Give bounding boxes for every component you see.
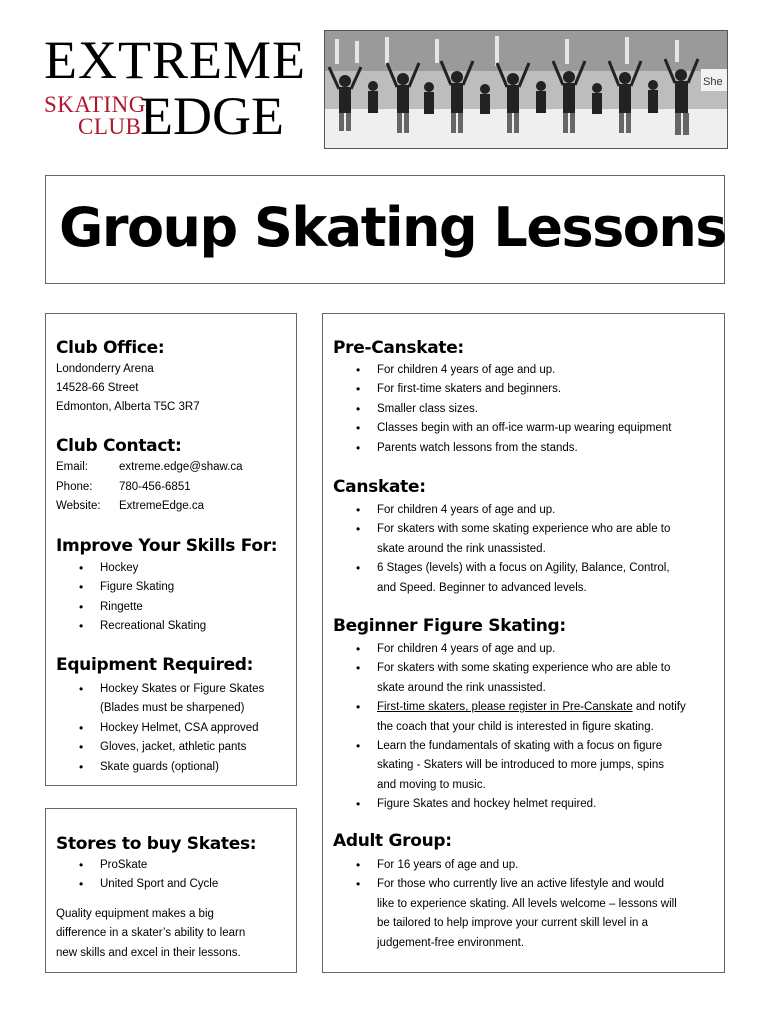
list-item: • Skate guards (optional) [100, 758, 264, 777]
club-contact-heading: Club Contact: [56, 436, 182, 456]
list-item-text: be tailored to help improve your current skill level in a [377, 917, 649, 930]
list-item [377, 559, 670, 598]
list-item-text: skating - Skaters will be introduced to more jumps, spins [377, 759, 664, 772]
precanskate-register-link[interactable]: First-time skaters, please register in Pre-Canskate [377, 701, 633, 714]
list-item: • For children 4 years of age and up. [377, 501, 670, 520]
list-item [377, 737, 686, 795]
precanskate-list [377, 361, 671, 458]
programs-box [322, 313, 725, 973]
list-item: • Recreational Skating [100, 617, 206, 636]
page-title: Group Skating Lessons [59, 196, 726, 259]
contact-label: Website: [56, 500, 101, 512]
canskate-heading: Canskate: [333, 477, 426, 497]
stores-box [45, 808, 297, 973]
list-item: • Classes begin with an off-ice warm-up wearing equipment [377, 419, 671, 438]
list-item: • For children 4 years of age and up. [377, 361, 671, 380]
list-item: • United Sport and Cycle [100, 875, 218, 894]
improve-heading: Improve Your Skills For: [56, 536, 278, 556]
list-item-text: skate around the rink unassisted. [377, 681, 546, 694]
stores-note [56, 905, 245, 963]
list-item: • Gloves, jacket, athletic pants [100, 738, 264, 757]
office-line: Londonderry Arena [56, 363, 154, 375]
skaters-photo-illustration [325, 31, 727, 148]
precanskate-heading: Pre-Canskate: [333, 338, 464, 358]
contact-label: Email: [56, 461, 88, 473]
office-line: 14528-66 Street [56, 382, 139, 394]
list-item: • For children 4 years of age and up. [377, 640, 686, 659]
title-box [45, 175, 725, 284]
contact-email[interactable]: extreme.edge@shaw.ca [119, 461, 243, 473]
beginner-heading: Beginner Figure Skating: [333, 616, 566, 636]
stores-note-line: Quality equipment makes a big [56, 908, 214, 920]
list-item-text: judgement-free environment. [377, 936, 525, 949]
contact-label: Phone: [56, 481, 93, 493]
photo-sign-text: She [703, 76, 723, 88]
list-item [377, 659, 686, 698]
equipment-heading: Equipment Required: [56, 655, 254, 675]
list-item: • For 16 years of age and up. [377, 856, 677, 875]
list-item: • Figure Skating [100, 578, 206, 597]
list-item [100, 680, 264, 719]
list-item: • Ringette [100, 598, 206, 617]
list-item: • ProSkate [100, 856, 218, 875]
stores-list [100, 856, 218, 895]
list-item-text: and moving to music. [377, 778, 486, 791]
list-item: • Smaller class sizes. [377, 400, 671, 419]
list-item-text: (Blades must be sharpened) [100, 702, 245, 715]
list-item: • Figure Skates and hockey helmet required. [377, 795, 686, 814]
list-item: • Hockey [100, 559, 206, 578]
logo-club: CLUB [78, 114, 142, 139]
club-info-box [45, 313, 297, 786]
logo-edge: EDGE [140, 86, 284, 146]
improve-list [100, 559, 206, 637]
list-item-text: For those who currently live an active lifestyle and would [377, 878, 665, 891]
canskate-list [377, 501, 670, 598]
club-office-heading: Club Office: [56, 338, 165, 358]
list-item: • Hockey Helmet, CSA approved [100, 719, 264, 738]
list-item-text: For skaters with some skating experience who are able to [377, 662, 671, 675]
list-item: • Parents watch lessons from the stands. [377, 439, 671, 458]
adult-heading: Adult Group: [333, 831, 452, 851]
contact-phone-row [56, 478, 191, 497]
list-item-text: the coach that your child is interested in figure skating. [377, 720, 654, 733]
list-item-text: skate around the rink unassisted. [377, 542, 546, 555]
stores-note-line: difference in a skater’s ability to learn [56, 927, 246, 940]
office-line: Edmonton, Alberta T5C 3R7 [56, 401, 200, 413]
list-item-text: 6 Stages (levels) with a focus on Agility, Balance, Control, [377, 562, 670, 575]
contact-phone: 780-456-6851 [119, 481, 191, 493]
club-logo [44, 30, 306, 146]
list-item: • For first-time skaters and beginners. [377, 380, 671, 399]
stores-heading: Stores to buy Skates: [56, 834, 257, 854]
list-item-text: Hockey Skates or Figure Skates [100, 683, 265, 695]
skaters-photo [324, 30, 728, 149]
list-item [377, 698, 686, 737]
list-item-text: Learn the fundamentals of skating with a focus on figure [377, 740, 663, 753]
equipment-list [100, 680, 264, 777]
list-item [377, 875, 677, 953]
list-item-text: and notify [632, 701, 686, 714]
list-item-text: and Speed. Beginner to advanced levels. [377, 581, 587, 594]
contact-email-row [56, 458, 243, 477]
list-item [377, 520, 670, 559]
beginner-list [377, 640, 686, 815]
logo-skating: SKATING [44, 92, 146, 117]
contact-website[interactable]: ExtremeEdge.ca [119, 500, 205, 512]
list-item-text: like to experience skating. All levels welcome – lessons will [377, 897, 677, 910]
contact-website-row [56, 497, 204, 516]
list-item-text: For skaters with some skating experience who are able to [377, 523, 671, 536]
stores-note-line: new skills and excel in their lessons. [56, 946, 241, 959]
adult-list [377, 856, 677, 953]
logo-extreme: EXTREME [44, 30, 306, 90]
